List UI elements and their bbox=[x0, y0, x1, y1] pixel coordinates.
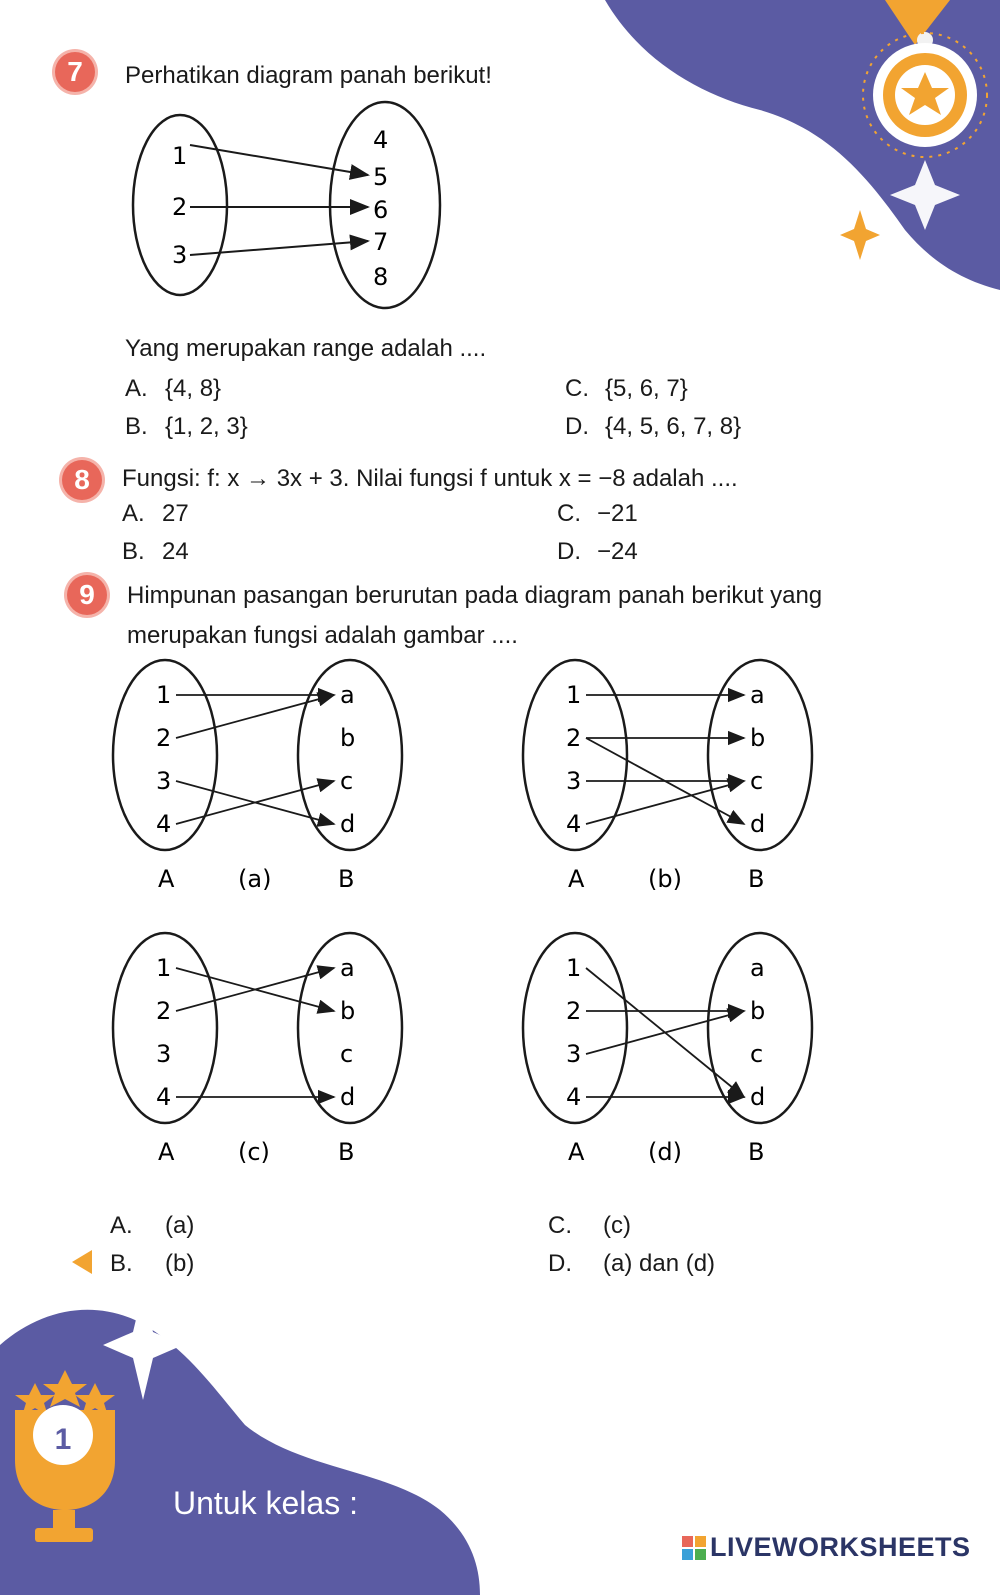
trophy-number: 1 bbox=[54, 1423, 72, 1456]
option-letter: D. bbox=[548, 1250, 572, 1277]
liveworksheets-logo-icon bbox=[682, 1536, 706, 1560]
arrow bbox=[176, 695, 334, 738]
set-a-label: A bbox=[568, 865, 585, 893]
domain-item: 4 bbox=[566, 1083, 582, 1111]
arrow-diagram-a bbox=[113, 660, 402, 893]
domain-item: 3 bbox=[156, 1040, 172, 1068]
set-a-label: A bbox=[568, 1138, 585, 1166]
codomain-item: d bbox=[750, 1083, 766, 1111]
option-text: {5, 6, 7} bbox=[605, 375, 688, 402]
domain-item: 3 bbox=[172, 241, 188, 269]
codomain-item: 6 bbox=[373, 196, 389, 224]
option-text: −21 bbox=[597, 500, 638, 527]
option-text: 24 bbox=[162, 538, 189, 565]
option-text: −24 bbox=[597, 538, 638, 565]
question-8-number: 8 bbox=[62, 460, 102, 500]
codomain-item: b bbox=[340, 997, 356, 1025]
set-a-label: A bbox=[158, 1138, 175, 1166]
codomain-item: a bbox=[340, 681, 355, 709]
option-letter: D. bbox=[557, 538, 581, 565]
option-9c[interactable] bbox=[548, 1212, 631, 1240]
question-8-prompt: Fungsi: f: x → 3x + 3. Nilai fungsi f untuk x = −8 adalah .... bbox=[122, 465, 738, 492]
codomain-item: b bbox=[750, 997, 766, 1025]
option-letter: A. bbox=[122, 500, 145, 527]
diagram-caption: (a) bbox=[238, 865, 272, 893]
codomain-item: c bbox=[340, 1040, 354, 1068]
domain-item: 1 bbox=[156, 954, 172, 982]
arrow-diagram-d bbox=[523, 933, 812, 1166]
option-text: (b) bbox=[165, 1250, 195, 1277]
option-text: 27 bbox=[162, 500, 189, 527]
option-text: (c) bbox=[603, 1212, 631, 1239]
option-text: (a) dan (d) bbox=[603, 1250, 716, 1277]
domain-item: 3 bbox=[566, 767, 582, 795]
brand-name: LIVEWORKSHEETS bbox=[710, 1532, 971, 1562]
domain-item: 2 bbox=[566, 724, 582, 752]
codomain-item: a bbox=[750, 954, 765, 982]
domain-item: 4 bbox=[156, 1083, 172, 1111]
question-7-prompt: Perhatikan diagram panah berikut! bbox=[125, 62, 492, 89]
question-9-prompt-line1: Himpunan pasangan berurutan pada diagram panah berikut yang bbox=[127, 582, 823, 609]
option-letter: A. bbox=[110, 1212, 133, 1239]
question-7-text: Yang merupakan range adalah .... bbox=[125, 335, 487, 362]
option-text: {1, 2, 3} bbox=[165, 413, 248, 440]
domain-item: 3 bbox=[156, 767, 172, 795]
set-b-label: B bbox=[748, 865, 765, 893]
codomain-item: 5 bbox=[373, 163, 389, 191]
option-9b[interactable] bbox=[110, 1250, 194, 1278]
codomain-item: c bbox=[340, 767, 354, 795]
arrow-diagram-c bbox=[113, 933, 402, 1166]
option-letter: D. bbox=[565, 413, 589, 440]
option-9d[interactable] bbox=[548, 1250, 715, 1278]
codomain-item: d bbox=[750, 810, 766, 838]
option-letter: B. bbox=[122, 538, 145, 565]
domain-item: 2 bbox=[156, 724, 172, 752]
domain-item: 1 bbox=[156, 681, 172, 709]
codomain-item: d bbox=[340, 810, 356, 838]
domain-item: 2 bbox=[156, 997, 172, 1025]
option-text: {4, 5, 6, 7, 8} bbox=[605, 413, 742, 440]
option-letter: C. bbox=[565, 375, 589, 402]
codomain-item: b bbox=[750, 724, 766, 752]
option-9a[interactable] bbox=[110, 1212, 194, 1240]
domain-item: 2 bbox=[566, 997, 582, 1025]
set-b-label: B bbox=[338, 865, 355, 893]
option-letter: B. bbox=[110, 1250, 133, 1277]
domain-item: 2 bbox=[172, 193, 188, 221]
question-7-number: 7 bbox=[55, 52, 95, 92]
codomain-item: d bbox=[340, 1083, 356, 1111]
domain-item: 1 bbox=[172, 142, 188, 170]
option-letter: C. bbox=[557, 500, 581, 527]
option-text: {4, 8} bbox=[165, 375, 222, 402]
question-9-prompt-line2: merupakan fungsi adalah gambar .... bbox=[127, 622, 518, 649]
selected-answer-arrow-icon bbox=[72, 1250, 92, 1274]
set-b-label: B bbox=[748, 1138, 765, 1166]
option-letter: A. bbox=[125, 375, 148, 402]
arrow-diagram-b bbox=[523, 660, 812, 893]
diagram-caption: (c) bbox=[238, 1138, 270, 1166]
option-letter: B. bbox=[125, 413, 148, 440]
codomain-item: c bbox=[750, 767, 764, 795]
diagram-caption: (b) bbox=[648, 865, 682, 893]
domain-item: 4 bbox=[566, 810, 582, 838]
option-letter: C. bbox=[548, 1212, 572, 1239]
arrow bbox=[586, 1011, 744, 1054]
codomain-item: a bbox=[750, 681, 765, 709]
codomain-item: b bbox=[340, 724, 356, 752]
codomain-item: 8 bbox=[373, 263, 389, 291]
diagram-caption: (d) bbox=[648, 1138, 682, 1166]
set-b-label: B bbox=[338, 1138, 355, 1166]
question-9-number: 9 bbox=[67, 575, 107, 615]
codomain-item: 4 bbox=[373, 126, 389, 154]
codomain-item: c bbox=[750, 1040, 764, 1068]
domain-item: 4 bbox=[156, 810, 172, 838]
codomain-item: a bbox=[340, 954, 355, 982]
codomain-item: 7 bbox=[373, 228, 389, 256]
domain-item: 3 bbox=[566, 1040, 582, 1068]
trophy-icon bbox=[5, 1365, 125, 1565]
domain-item: 1 bbox=[566, 954, 582, 982]
set-a-label: A bbox=[158, 865, 175, 893]
domain-item: 1 bbox=[566, 681, 582, 709]
footer-class-label: Untuk kelas : bbox=[173, 1485, 358, 1521]
brand-logo bbox=[682, 1532, 971, 1563]
option-text: (a) bbox=[165, 1212, 195, 1239]
